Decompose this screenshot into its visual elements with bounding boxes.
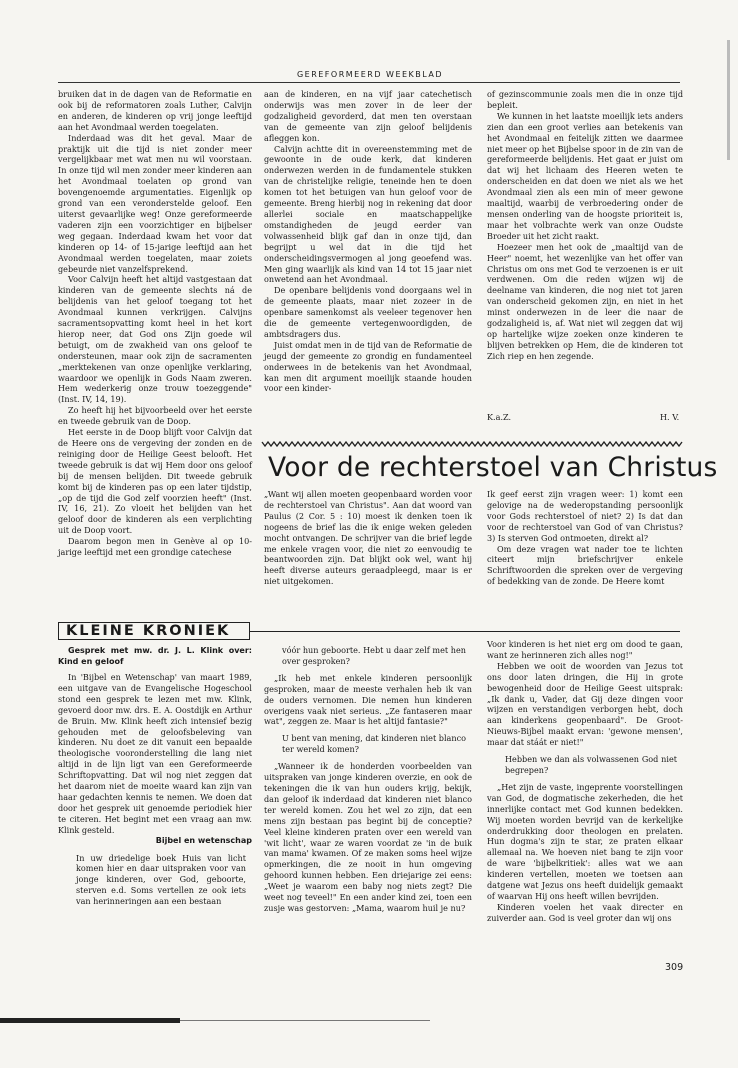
paragraph: In 'Bijbel en Wetenschap' van maart 1989, een uitgave van de Evangelische Hogeschool stond een gesprek te lezen met mw. Klink, gevoerd door mw. drs. E. A. Oostdijk en Arthur de Bruin. Mw. Klink heeft zich intensief bezig gehouden met de geloofsbeleving van kinderen. Nu doet ze dit vanuit een bepaalde theologische vooronderstelling die lang niet altijd in de lijn ligt van een Gereformeerde Schriftopvatting. Dat wil nog niet zeggen dat het daarom niet de moeite waard kan zijn van haar gedachten kennis te nemen. We doen dat door het gesprek uit genoemde periodiek hier te citeren. Het begint met een vraag aan mw. Klink gesteld. — [58, 672, 252, 835]
paragraph: Inderdaad was dit het geval. Maar de praktijk uit die tijd is niet zonder meer vergelijkbaar met wat men nu wil voorstaan. In onze tijd wil men zonder meer kinderen aan het Avondmaal toelaten op grond van bovengenoemde argumentaties. Eigenlijk op grond van een veronderstelde geloof. Een uiterst gevaarlijke weg! Onze gereformeerde vaderen zijn een voorzichtiger en bijbelser weg gegaan. Inderdaad kwam het voor dat kinderen op 14- of 15-jarige leeftijd aan het Avondmaal werden toegelaten, maar zoiets gebeurde niet vanzelfsprekend. — [58, 132, 252, 274]
paragraph: Hoezeer men het ook de „maaltijd van de Heer" noemt, het wezenlijke van het offer van Christus om ons met God te verzoenen is er uit verdwenen. Om die reden wijzen wij de deelname van kinderen, die nog niet tot jaren van onderscheid gekomen zijn, en niet in het minst onderwezen in de leer die naar de godzaligheid is, af. Wat niet wil zeggen dat wij op hartelijke wijze zoeken onze kinderen te blijven betrekken op Hem, die de kinderen tot Zich riep en hen zegende. — [487, 241, 683, 361]
paragraph: of gezinscommunie zoals men die in onze tijd bepleit. — [487, 89, 683, 110]
scan-line — [180, 1020, 430, 1021]
article2-column-b — [487, 489, 683, 614]
paragraph: U bent van mening, dat kinderen niet blanco ter wereld komen? — [282, 733, 466, 755]
signature-left: K.a.Z. — [487, 412, 512, 422]
kroniek-column-1 — [58, 646, 252, 966]
article2-column-a — [264, 489, 472, 614]
paragraph: Zo heeft hij het bijvoorbeeld over het eerste en tweede gebruik van de Doop. — [58, 405, 252, 427]
paragraph: Kinderen voelen het vaak directer en zuiverder aan. God is veel groter dan wij ons — [487, 901, 683, 923]
article1-column-2 — [264, 89, 472, 439]
paragraph: Juist omdat men in de tijd van de Reformatie de jeugd der gemeente zo grondig en fundamenteel onderwees in de betekenis van het Avondmaal, kan men dit argument moeilijk staande houden voor een kinder- — [264, 339, 472, 394]
article1-column-1 — [58, 89, 252, 558]
kroniek-subhead: Gesprek met mw. dr. J. L. Klink over: Kind en geloof — [58, 646, 252, 666]
paragraph: aan de kinderen, en na vijf jaar catechetisch onderwijs was men zover in de leer der godzaligheid gevorderd, dat men ten overstaan van de gemeente van zijn geloof belijdenis afleggen kon. — [264, 89, 472, 143]
paragraph: „Ik heb met enkele kinderen persoonlijk gesproken, maar de meeste verhalen heb ik van de ouders vernomen. Die nemen hun kinderen overigens vaak niet serieus. „Ze fantaseren maar wat", zeggen ze. Maar is het altijd fantasie?" — [264, 672, 472, 727]
paragraph: Voor Calvijn heeft het altijd vastgestaan dat kinderen van de gemeente slechts ná de belijdenis van het geloof toegang tot het Avondmaal kunnen verkrijgen. Calvijns sacramentsopvatting komt heel in het kort hierop neer, dat God ons Zijn goede wil betuigt, om de zwakheid van ons geloof te ondersteunen, maar ook zijn de sacramenten „merktekenen van onze openlijke verklaring, waardoor we openlijk in Gods Naam zweren. Hem wederkerig onze trouw toezeggende" (Inst. IV, 14, 19). — [58, 274, 252, 405]
paragraph: Voor kinderen is het niet erg om dood te gaan, want ze herinneren zich alles nog!" — [487, 639, 683, 660]
kroniek-column-3 — [487, 639, 683, 957]
kroniek-title: KLEINE KRONIEK — [66, 623, 231, 639]
header-rule — [58, 82, 680, 83]
page-number: 309 — [665, 962, 684, 973]
kroniek-column-2 — [264, 639, 472, 969]
paragraph: „Het zijn de vaste, ingeprente voorstellingen van God, de dogmatische zekerheden, die het innerlijke contact met God kunnen bedekken. Wij moeten worden bevrijd van de kerkelijke onderdrukking door theologen en prelaten. Hun dogma's zijn te star, ze praten elkaar allemaal na. We hoeven niet bang te zijn voor de ware 'bijbelkritiek': alles wat we aan kinderen vertellen, moeten we toetsen aan datgene wat Jezus ons heeft duidelijk gemaakt of waarvan Hij ons heeft willen bevrijden. — [487, 781, 683, 901]
paragraph: Het eerste in de Doop blijft voor Calvijn dat de Heere ons de vergeving der zonden en de reiniging door de Heilige Geest belooft. Het tweede gebruik is dat wij Hem door ons geloof bij de mensen belijden. Dit tweede gebruik komt bij de kinderen pas op een later tijdstip, „op de tijd die God zelf voorzien heeft" (Inst. IV, 16, 21). Zo vloeit het belijden van het geloof door de kinderen als een verplichting uit de Doop voort. — [58, 427, 252, 536]
signature-right: H. V. — [660, 412, 680, 422]
paragraph: De openbare belijdenis vond doorgaans wel in de gemeente plaats, maar niet zozeer in de openbare samenkomst als veeleer tegenover hen die de gemeente vertegenwoordigden, de ambtsdragers dus. — [264, 285, 472, 339]
kroniek-rule — [250, 631, 680, 632]
paragraph: In uw driedelige boek Huis van licht komen hier en daar uitspraken voor van jonge kinderen, over God, geboorte, sterven e.d. Soms vertellen ze ook iets van herinneringen aan een bestaan — [76, 852, 246, 907]
scan-smudge — [0, 1018, 180, 1023]
paragraph: „Wanneer ik de honderden voorbeelden van uitspraken van jonge kinderen overzie, en ook de tekeningen die ik van hun ouders krijg, bekijk, dan geloof ik inderdaad dat kinderen niet blanco ter wereld komen. Zou het wel zo zijn, dat een mens zijn bestaan pas begint bij de conceptie? Veel kleine kinderen praten over een wereld van 'wit licht', waar ze waren voordat ze 'in de buik van mama' kwamen. Of ze maken soms heel wijze opmerkingen, die ze nooit in hun omgeving gehoord kunnen hebben. Een driejarige zei eens: „Weet je waarom een baby nog niets zegt? Die weet nog teveel!" En een ander kind zei, toen een zusje was gestorven: „Mama, waarom huil je nu? — [264, 761, 472, 913]
paragraph: We kunnen in het laatste moeilijk iets anders zien dan een groot verlies aan betekenis van het Avondmaal en feitelijk zitten we daarmee niet meer op het Bijbelse spoor in de zin van de gereformeerde belijdenis. Het gaat er juist om dat wij het lichaam des Heeren weten te onderscheiden en dat doen we niet als we het Avondmaal zien als een min of meer gewone maaltijd, waarbij de verbroedering onder de mensen onderling van de hoogste prioriteit is, maar het volbrachte werk van onze Oudste Broeder uit het zicht raakt. — [487, 110, 683, 241]
section-label: Bijbel en wetenschap — [155, 835, 252, 845]
paragraph: Hebben we ooit de woorden van Jezus tot ons door laten dringen, die Hij in grote bewogenheid door de Heilige Geest uitsprak: „Ik dank u, Vader, dat Gij deze dingen voor wijzen en verstandigen verborgen hebt, doch aan kinderkens geopenbaard". De Groot-Nieuws-Bijbel maakt ervan: 'gewone mensen', maar dat stáát er niet!" — [487, 660, 683, 748]
journal-header: GEREFORMEERD WEEKBLAD — [296, 70, 444, 79]
article1-column-3 — [487, 89, 683, 404]
article2-title: Voor de rechterstoel van Christus — [268, 452, 718, 483]
zigzag-divider — [262, 441, 684, 447]
paragraph: Daarom begon men in Genève al op 10-jarige leeftijd met een grondige catechese — [58, 536, 252, 558]
paragraph: vóór hun geboorte. Hebt u daar zelf met hen over gesproken? — [282, 645, 466, 666]
paragraph: Om deze vragen wat nader toe te lichten citeert mijn briefschrijver enkele Schriftwoorden die spreken over de vergeving of bedekking van de zonde. De Heere komt — [487, 543, 683, 587]
paragraph: Ik geef eerst zijn vragen weer: 1) komt een gelovige na de wederopstanding persoonlijk voor Gods rechterstoel of niet? 2) Is dat dan voor de rechterstoel van God of van Christus? 3) Is sterven God ontmoeten, direkt al? — [487, 489, 683, 543]
paragraph: „Want wij allen moeten geopenbaard worden voor de rechterstoel van Christus". Aan dat woord van Paulus (2 Cor. 5 : 10) moest ik denken toen ik nogeens de brief las die ik enige weken geleden mocht ontvangen. De schrijver van die brief legde me enkele vragen voor, die niet zo eenvoudig te beantwoorden zijn. Dat blijkt ook wel, want hij heeft diverse auteurs geraadpleegd, maar is er niet uitgekomen. — [264, 489, 472, 587]
paragraph: Hebben we dan als volwassenen God niet begrepen? — [505, 754, 677, 775]
scan-edge — [727, 40, 730, 160]
paragraph: bruiken dat in de dagen van de Reformatie en ook bij de reformatoren zoals Luther, Calvijn en anderen, de kinderen op vrij jonge leeftijd aan het Avondmaal werden toegelaten. — [58, 89, 252, 132]
paragraph: Calvijn achtte dit in overeenstemming met de gewoonte in de oude kerk, dat kinderen onderwezen werden in de fundamentele stukken van de christelijke religie, teneinde hen te doen komen tot het betuigen van hun geloof voor de gemeente. Breng hierbij nog in rekening dat door allerlei sociale en maatschappelijke omstandigheden de jeugd eerder van volwassenheid blijk gaf dan in onze tijd, dan begrijpt u wel dat in die tijd het onderscheidingsvermogen al jong geoefend was. Men ging waarlijk als kind van 14 tot 15 jaar niet onwetend aan het Avondmaal. — [264, 143, 472, 285]
